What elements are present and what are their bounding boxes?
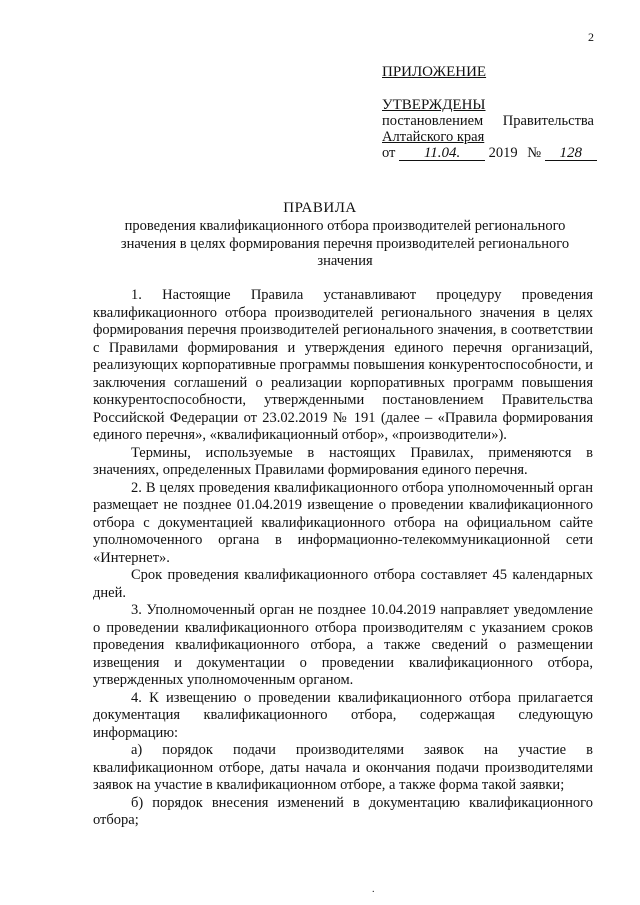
document-title: ПРАВИЛА [283,200,357,216]
approval-from: от [382,145,396,161]
paragraph-term-duration: Срок проведения квалификационного отбора составляет 45 календарных дней. [93,567,593,601]
paragraph-4a: а) порядок подачи производителями заявок на участие в квалификационном отборе, даты начала и окончания подачи производителями заявок на участие в квалификационном отборе, а также форма такой заявки; [93,742,593,793]
approval-line-1 [382,113,594,129]
footer-mark: . [372,884,375,895]
approval-block [382,97,594,161]
approval-number: 128 [545,146,597,161]
paragraph-1: 1. Настоящие Правила устанавливают процедуру проведения квалификационного отбора производителей регионального значения в целях формирования перечня производителей регионального значения, в соответствии с Правилами формирования и утверждения единого перечня организаций, реализующих корпоративные программы повышения конкурентоспособности, и заключения соглашений о реализации корпоративных программ повышения конкурентоспособности, утвержденными постановлением Правительства Российской Федерации от 23.02.2019 № 191 (далее – «Правила формирования единого перечня», «квалификационный отбор», «производители»). [93,287,593,443]
approved-title: УТВЕРЖДЕНЫ [382,97,486,113]
approval-date: 11.04. [399,146,485,161]
document-body [93,287,593,830]
approval-number-sign: № [527,145,542,161]
paragraph-3: 3. Уполномоченный орган не позднее 10.04.2019 направляет уведомление о проведении квалификационного отбора производителям с указанием сроков проведения квалификационного отбора, а также сведений о размещении извещения и документации о проведении квалификационного отбора, утвержденных уполномоченным органом. [93,602,593,688]
approval-region: Алтайского края [382,129,485,145]
paragraph-4b: б) порядок внесения изменений в документацию квалификационного отбора; [93,794,593,828]
approval-year: 2019 [488,145,518,161]
approval-date-line [382,145,594,161]
approval-decree-word: постановлением [382,113,484,129]
annex-heading: ПРИЛОЖЕНИЕ [382,64,487,80]
paragraph-4: 4. К извещению о проведении квалификационного отбора прилагается документация квалификационного отбора, содержащая следующую информацию: [93,689,593,741]
paragraph-terms: Термины, используемые в настоящих Правилах, применяются в значениях, определенных Правилами формирования единого перечня. [93,444,593,478]
paragraph-2: 2. В целях проведения квалификационного отбора уполномоченный орган размещает не позднее 01.04.2019 извещение о проведении квалификационного отбора с документацией квалификационного отбора на официальном сайте уполномоченного органа в информационно-телекоммуникационной сети «Интернет». [93,479,593,566]
page-number: 2 [588,30,594,44]
approval-government-word: Правительства [502,113,594,129]
document-subtitle: проведения квалификационного отбора производителей регионального значения в целях формирования перечня производителей регионального значения [120,218,570,269]
